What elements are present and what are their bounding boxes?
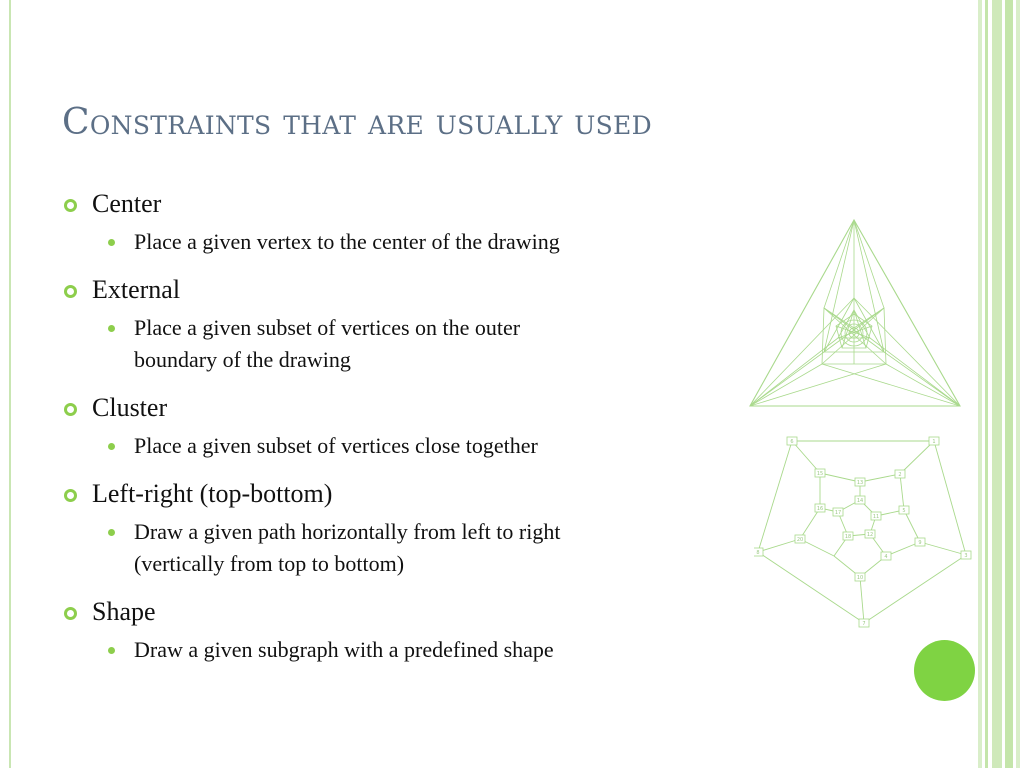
dot-bullet-icon: [108, 325, 115, 332]
node-label: 6: [790, 439, 794, 445]
node-label: 2: [898, 472, 902, 478]
node-label: 9: [918, 540, 922, 546]
decorative-green-circle: [914, 640, 975, 701]
bullet-label: Left-right (top-bottom): [92, 479, 333, 508]
dot-bullet-icon: [108, 443, 115, 450]
left-border-line: [9, 0, 11, 768]
sub-bullet: [62, 516, 752, 580]
node-label: 10: [856, 575, 864, 581]
ring-bullet-icon: [64, 199, 77, 212]
sub-bullet: [62, 312, 752, 376]
ring-bullet-icon: [64, 489, 77, 502]
bullet-label: Shape: [92, 597, 156, 626]
node-label: 16: [816, 506, 824, 512]
triangle-graph-figure: [746, 214, 966, 410]
node-label: 20: [796, 537, 804, 543]
bullet-label: Cluster: [92, 393, 168, 422]
pentagon-graph-figure: [754, 434, 974, 630]
bullet-cluster: [62, 390, 752, 426]
node-label: 1: [932, 439, 936, 445]
node-label: 18: [844, 534, 852, 540]
bullet-label: Center: [92, 189, 162, 218]
node-label: 11: [872, 514, 880, 520]
slide-title: Constraints that are usually used: [62, 102, 652, 143]
right-decorative-stripes: [978, 0, 1024, 768]
node-label: 14: [856, 498, 864, 504]
node-label: 3: [964, 553, 968, 559]
ring-bullet-icon: [64, 285, 77, 298]
sub-bullet: [62, 634, 752, 666]
bullet-left-right: [62, 476, 752, 512]
sub-bullet-text: (vertically from top to bottom): [134, 551, 405, 576]
node-label: 7: [862, 621, 866, 627]
dot-bullet-icon: [108, 647, 115, 654]
dot-bullet-icon: [108, 239, 115, 246]
ring-bullet-icon: [64, 607, 77, 620]
node-label: 12: [866, 532, 874, 538]
node-label: 17: [834, 510, 842, 516]
sub-bullet-text: boundary of the drawing: [134, 347, 351, 372]
bullet-label: External: [92, 275, 181, 304]
sub-bullet-text: Draw a given path horizontally from left to right: [134, 519, 561, 544]
sub-bullet: [62, 430, 752, 462]
node-label: 15: [816, 471, 824, 477]
bullet-list: [62, 186, 752, 666]
node-label: 4: [884, 554, 888, 560]
dot-bullet-icon: [108, 529, 115, 536]
sub-bullet: [62, 226, 752, 258]
sub-bullet-text: Place a given subset of vertices on the outer: [134, 315, 521, 340]
sub-bullet-text: Place a given subset of vertices close together: [134, 433, 538, 458]
node-label: 13: [856, 480, 864, 486]
bullet-center: [62, 186, 752, 222]
sub-bullet-text: Place a given vertex to the center of the drawing: [134, 229, 560, 254]
bullet-external: [62, 272, 752, 308]
sub-bullet-text: Draw a given subgraph with a predefined shape: [134, 637, 554, 662]
node-label: 8: [756, 550, 760, 556]
ring-bullet-icon: [64, 403, 77, 416]
node-label: 5: [902, 508, 906, 514]
bullet-shape: [62, 594, 752, 630]
